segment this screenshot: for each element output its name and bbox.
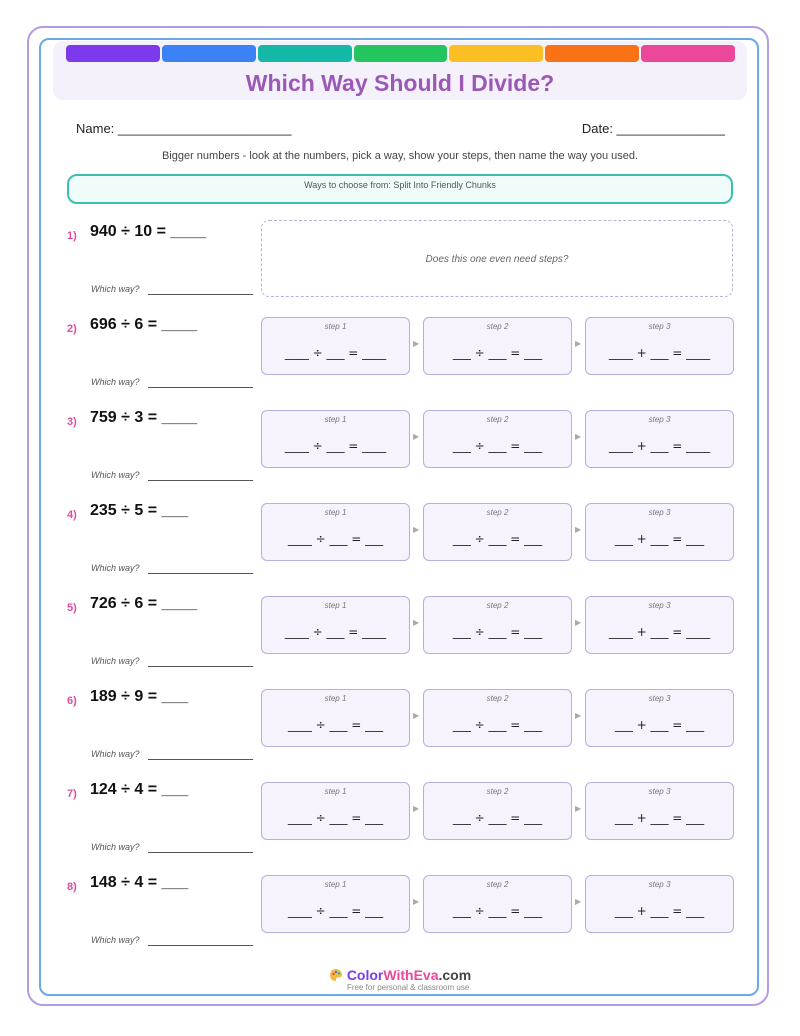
page-title: Which Way Should I Divide? [245,70,555,96]
color-stripe [641,45,735,62]
step-label: step 2 [486,322,509,331]
step-equation: ___ ÷ ___ = ___ [452,904,543,918]
color-stripe [449,45,543,62]
step-label: step 3 [648,880,671,889]
step-equation: ___ + ___ = ___ [614,811,705,825]
step-equation: ___ ÷ ___ = ___ [452,625,543,639]
problem-row [0,311,800,404]
problem-row [0,776,800,869]
ways-box-text: Ways to choose from: Split Into Friendly Chunks [304,180,496,190]
color-stripe [66,45,160,62]
problem-expression: 759 ÷ 3 = ____ [90,409,198,426]
name-field[interactable]: Name: ________________________ [76,121,292,136]
arrow-right-icon: ▶ [575,804,582,813]
step-box[interactable] [585,596,734,654]
color-stripe [545,45,639,62]
step-box[interactable] [261,782,410,840]
problem-row [0,590,800,683]
step-label: step 3 [648,601,671,610]
which-way-answer-line[interactable] [148,387,253,388]
footer-brand-color: Color [346,967,384,983]
step-equation: ____ ÷ ___ = ___ [287,811,384,825]
problem-row [0,218,800,311]
problem-row [0,497,800,590]
step-label: step 2 [486,415,509,424]
which-way-label: Which way? [91,935,140,945]
step-box[interactable] [261,875,410,933]
step-label: step 2 [486,508,509,517]
which-way-answer-line[interactable] [148,945,253,946]
footer-tagline: Free for personal & classroom use [347,983,470,992]
step-equation: ___ ÷ ___ = ___ [452,346,543,360]
which-way-answer-line[interactable] [148,294,253,295]
step-label: step 1 [324,787,347,796]
which-way-answer-line[interactable] [148,852,253,853]
step-label: step 2 [486,880,509,889]
step-box[interactable] [423,782,572,840]
which-way-answer-line[interactable] [148,573,253,574]
step-equation: ___ + ___ = ___ [614,532,705,546]
arrow-right-icon: ▶ [413,618,420,627]
step-equation: ___ ÷ ___ = ___ [452,718,543,732]
arrow-right-icon: ▶ [413,711,420,720]
step-equation: ____ ÷ ___ = ____ [284,625,387,639]
step-equation: ____ ÷ ___ = ___ [287,718,384,732]
which-way-label: Which way? [91,284,140,294]
note-text: Does this one even need steps? [425,254,569,265]
step-box[interactable] [585,689,734,747]
problem-number: 1) [67,230,77,242]
step-equation: ____ + ___ = ____ [608,346,711,360]
step-equation: ____ + ___ = ____ [608,439,711,453]
step-box[interactable] [585,410,734,468]
problem-row [0,404,800,497]
which-way-label: Which way? [91,377,140,387]
step-equation: ____ ÷ ___ = ____ [284,439,387,453]
which-way-label: Which way? [91,563,140,573]
step-box[interactable] [585,503,734,561]
color-stripe [354,45,448,62]
ways-box [67,174,733,204]
palette-icon [329,968,343,982]
instructions: Bigger numbers - look at the numbers, pick a way, show your steps, then name the way you used. [161,150,639,162]
note-box[interactable] [261,220,733,297]
arrow-right-icon: ▶ [575,339,582,348]
footer-brand-com: .com [438,967,472,983]
step-label: step 1 [324,880,347,889]
problem-row [0,683,800,776]
arrow-right-icon: ▶ [413,897,420,906]
step-equation: ____ ÷ ___ = ____ [284,346,387,360]
step-equation: ___ ÷ ___ = ___ [452,439,543,453]
problem-expression: 148 ÷ 4 = ___ [90,874,189,891]
step-equation: ____ ÷ ___ = ___ [287,532,384,546]
problem-number: 6) [67,695,77,707]
step-box[interactable] [423,503,572,561]
problem-expression: 726 ÷ 6 = ____ [90,595,198,612]
step-equation: ___ ÷ ___ = ___ [452,811,543,825]
arrow-right-icon: ▶ [575,711,582,720]
step-box[interactable] [585,782,734,840]
step-equation: ___ + ___ = ___ [614,904,705,918]
step-label: step 3 [648,787,671,796]
step-box[interactable] [585,317,734,375]
step-label: step 2 [486,601,509,610]
arrow-right-icon: ▶ [575,525,582,534]
arrow-right-icon: ▶ [575,897,582,906]
color-stripe [162,45,256,62]
step-box[interactable] [423,596,572,654]
step-label: step 1 [324,694,347,703]
arrow-right-icon: ▶ [575,618,582,627]
step-label: step 2 [486,694,509,703]
step-label: step 2 [486,787,509,796]
step-equation: ____ ÷ ___ = ___ [287,904,384,918]
step-box[interactable] [261,503,410,561]
arrow-right-icon: ▶ [413,339,420,348]
color-stripe [258,45,352,62]
step-box[interactable] [423,410,572,468]
arrow-right-icon: ▶ [575,432,582,441]
problem-expression: 189 ÷ 9 = ___ [90,688,189,705]
step-label: step 3 [648,694,671,703]
step-box[interactable] [261,410,410,468]
which-way-answer-line[interactable] [148,666,253,667]
step-equation: ___ ÷ ___ = ___ [452,532,543,546]
problem-number: 3) [67,416,77,428]
problem-expression: 940 ÷ 10 = ____ [90,223,206,240]
problem-number: 4) [67,509,77,521]
problem-expression: 235 ÷ 5 = ___ [90,502,189,519]
problem-number: 5) [67,602,77,614]
problem-number: 8) [67,881,77,893]
which-way-label: Which way? [91,749,140,759]
step-label: step 3 [648,322,671,331]
step-box[interactable] [423,689,572,747]
color-stripes [66,45,735,62]
problem-number: 2) [67,323,77,335]
step-box[interactable] [261,689,410,747]
which-way-label: Which way? [91,656,140,666]
footer-brand [0,967,800,983]
step-box[interactable] [261,596,410,654]
footer-brand-witheva: WithEva [383,967,439,983]
step-label: step 1 [324,322,347,331]
arrow-right-icon: ▶ [413,804,420,813]
which-way-label: Which way? [91,470,140,480]
step-label: step 1 [324,415,347,424]
step-box[interactable] [585,875,734,933]
step-label: step 1 [324,508,347,517]
date-field[interactable]: Date: _______________ [581,121,725,136]
arrow-right-icon: ▶ [413,525,420,534]
arrow-right-icon: ▶ [413,432,420,441]
step-box[interactable] [423,317,572,375]
problem-expression: 124 ÷ 4 = ___ [90,781,189,798]
problem-row [0,869,800,962]
which-way-answer-line[interactable] [148,480,253,481]
step-label: step 3 [648,508,671,517]
step-equation: ____ + ___ = ____ [608,625,711,639]
step-box[interactable] [261,317,410,375]
step-label: step 3 [648,415,671,424]
step-box[interactable] [423,875,572,933]
which-way-label: Which way? [91,842,140,852]
problem-number: 7) [67,788,77,800]
step-equation: ___ + ___ = ___ [614,718,705,732]
step-label: step 1 [324,601,347,610]
which-way-answer-line[interactable] [148,759,253,760]
problem-expression: 696 ÷ 6 = ____ [90,316,198,333]
